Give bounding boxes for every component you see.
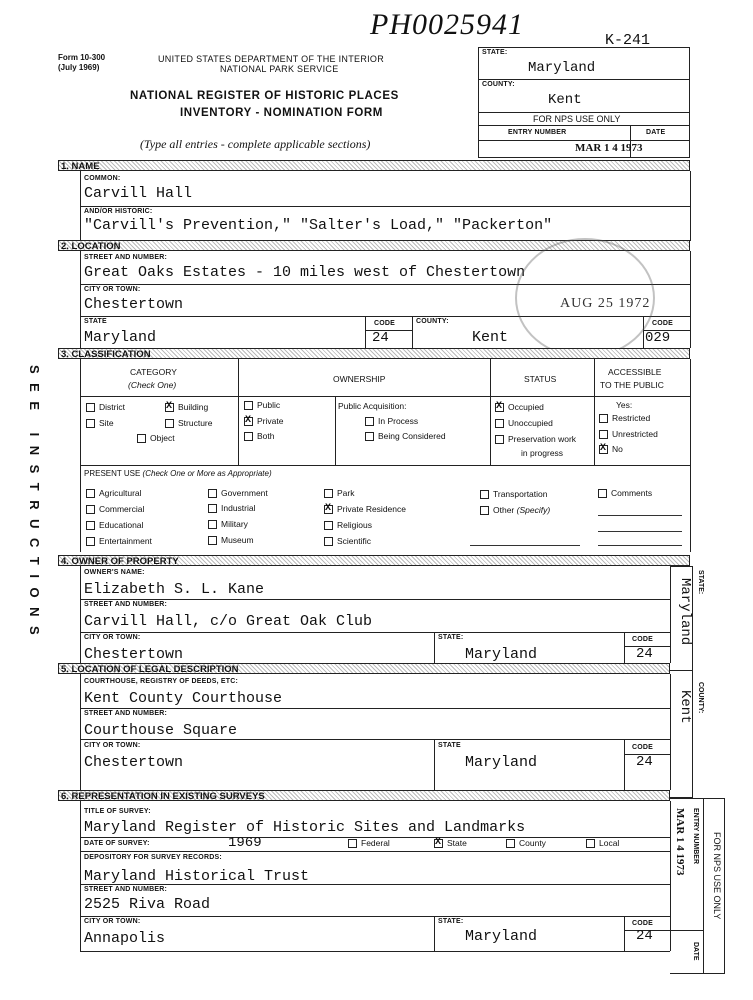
see-instructions-side-text: SEE INSTRUCTIONS xyxy=(27,365,42,645)
cb-museum[interactable]: Museum xyxy=(208,535,254,545)
section-6-heading: 6. REPRESENTATION IN EXISTING SURVEYS xyxy=(61,791,265,802)
s5-state-label: STATE xyxy=(438,742,461,749)
cb-government[interactable]: Government xyxy=(208,488,268,498)
s6-state-label: STATE: xyxy=(438,918,464,925)
s2-street: Great Oaks Estates - 10 miles west of Chestertown xyxy=(84,264,526,281)
s2-city-label: CITY OR TOWN: xyxy=(84,286,141,293)
s1-common-label: COMMON: xyxy=(84,175,121,182)
s4-city: Chestertown xyxy=(84,646,184,663)
cb-building[interactable]: X Building xyxy=(165,402,208,412)
s4-code-label: CODE xyxy=(632,636,654,643)
section-3-bar xyxy=(58,348,690,359)
s6-city: Annapolis xyxy=(84,930,166,947)
cb-entertainment[interactable]: Entertainment xyxy=(86,536,152,546)
s2-state-label: STATE xyxy=(84,318,107,325)
cb-both[interactable]: Both xyxy=(244,431,275,441)
cb-park[interactable]: Park xyxy=(324,488,354,498)
s3-access-heading-1: ACCESSIBLE xyxy=(608,367,662,377)
section-3-heading: 3. CLASSIFICATION xyxy=(61,349,151,360)
header-county-label: COUNTY: xyxy=(482,81,515,88)
cb-being-considered[interactable]: Being Considered xyxy=(365,431,446,441)
s5-courthouse-label: COURTHOUSE, REGISTRY OF DEEDS, ETC: xyxy=(84,678,239,685)
stamp-date: AUG 25 1972 xyxy=(560,296,651,311)
form-title-2: INVENTORY - NOMINATION FORM xyxy=(180,107,383,119)
header-nps-label: FOR NPS USE ONLY xyxy=(533,114,621,124)
s2-county-code: 029 xyxy=(645,330,671,346)
handwritten-id: PH0025941 xyxy=(370,8,524,41)
s1-common: Carvill Hall xyxy=(84,185,193,202)
s3-category-heading: CATEGORY xyxy=(130,367,177,377)
service: NATIONAL PARK SERVICE xyxy=(220,64,339,74)
s5-state: Maryland xyxy=(465,754,538,771)
s2-county: Kent xyxy=(472,329,509,346)
cb-occupied[interactable]: XOccupied xyxy=(495,402,544,412)
s1-historic: "Carvill's Prevention," "Salter's Load," "Packerton" xyxy=(84,217,553,234)
side-entry-stamp: MAR 1 4 1973 xyxy=(674,808,686,876)
cb-unoccupied[interactable]: Unoccupied xyxy=(495,418,553,428)
cb-in-process[interactable]: In Process xyxy=(365,416,418,426)
header-county-value: Kent xyxy=(548,92,582,108)
s6-street: 2525 Riva Road xyxy=(84,896,211,913)
cb-religious[interactable]: Religious xyxy=(324,520,372,530)
section-2-heading: 2. LOCATION xyxy=(61,241,121,252)
k-number: K-241 xyxy=(605,32,651,49)
s4-state: Maryland xyxy=(465,646,538,663)
s6-depository: Maryland Historical Trust xyxy=(84,868,310,885)
s5-courthouse: Kent County Courthouse xyxy=(84,690,283,707)
cb-commercial[interactable]: Commercial xyxy=(86,504,144,514)
form-number: Form 10-300 xyxy=(58,53,106,62)
s2-code: 24 xyxy=(372,330,389,346)
header-state-label: STATE: xyxy=(482,49,508,56)
s3-present-use-label: PRESENT USE (Check One or More as Appropriate) xyxy=(84,469,272,478)
s4-street-label: STREET AND NUMBER: xyxy=(84,601,168,608)
s3-acquisition-label: Public Acquisition: xyxy=(338,401,407,411)
s1-historic-label: AND/OR HISTORIC: xyxy=(84,208,153,215)
side-county-value: Kent xyxy=(677,690,693,724)
header-date-label: DATE xyxy=(646,129,666,136)
s4-city-label: CITY OR TOWN: xyxy=(84,634,141,641)
s5-street-label: STREET AND NUMBER: xyxy=(84,710,168,717)
cb-agricultural[interactable]: Agricultural xyxy=(86,488,142,498)
s6-date: 1969 xyxy=(228,835,262,851)
header-entry-stamp: MAR 1 4 1973 xyxy=(575,142,643,154)
s4-code: 24 xyxy=(636,646,653,662)
s4-owner: Elizabeth S. L. Kane xyxy=(84,581,265,598)
form-instructions: (Type all entries - complete applicable sections) xyxy=(140,137,371,151)
cb-local[interactable]: Local xyxy=(586,838,619,848)
cb-educational[interactable]: Educational xyxy=(86,520,143,530)
s6-depository-label: DEPOSITORY FOR SURVEY RECORDS: xyxy=(84,854,222,861)
cb-transportation[interactable]: Transportation xyxy=(480,489,548,499)
cb-no[interactable]: XNo xyxy=(599,444,623,454)
s2-county-label: COUNTY: xyxy=(416,318,449,325)
cb-military[interactable]: Military xyxy=(208,519,248,529)
side-entry-label: ENTRY NUMBER xyxy=(692,808,699,865)
side-county-label: COUNTY: xyxy=(697,682,704,714)
section-1-bar xyxy=(58,160,690,171)
s6-city-label: CITY OR TOWN: xyxy=(84,918,141,925)
s3-category-sub: (Check One) xyxy=(128,380,177,390)
section-5-bar xyxy=(58,663,670,674)
cb-comments[interactable]: Comments xyxy=(598,488,652,498)
cb-scientific[interactable]: Scientific xyxy=(324,536,371,546)
s6-code-label: CODE xyxy=(632,920,654,927)
s3-access-heading-2: TO THE PUBLIC xyxy=(600,380,664,390)
section-6-bar xyxy=(58,790,670,801)
form-date: (July 1969) xyxy=(58,63,100,72)
department: UNITED STATES DEPARTMENT OF THE INTERIOR xyxy=(158,54,385,64)
cb-structure[interactable]: Structure xyxy=(165,418,213,428)
cb-preservation[interactable]: Preservation work xyxy=(495,434,576,444)
s5-city-label: CITY OR TOWN: xyxy=(84,742,141,749)
cb-other[interactable]: Other (Specify) xyxy=(480,505,550,515)
s5-code-label: CODE xyxy=(632,744,654,751)
cb-object[interactable]: Object xyxy=(137,433,175,443)
cb-restricted[interactable]: Restricted xyxy=(599,413,650,423)
s6-date-label: DATE OF SURVEY: xyxy=(84,840,150,847)
s4-state-label: STATE: xyxy=(438,634,464,641)
section-5-heading: 5. LOCATION OF LEGAL DESCRIPTION xyxy=(61,664,239,675)
cb-district[interactable]: District xyxy=(86,402,125,412)
section-4-heading: 4. OWNER OF PROPERTY xyxy=(61,556,179,567)
header-entry-label: ENTRY NUMBER xyxy=(508,129,567,136)
s6-code: 24 xyxy=(636,928,653,944)
cb-industrial[interactable]: Industrial xyxy=(208,503,256,513)
s2-county-code-label: CODE xyxy=(652,320,674,327)
s2-code-label: CODE xyxy=(374,320,396,327)
s6-street-label: STREET AND NUMBER: xyxy=(84,886,168,893)
cb-federal[interactable]: Federal xyxy=(348,838,390,848)
section-4-bar xyxy=(58,555,690,566)
s6-state: Maryland xyxy=(465,928,538,945)
s2-street-label: STREET AND NUMBER: xyxy=(84,254,168,261)
side-state-value: Maryland xyxy=(677,578,693,646)
s3-yes-label: Yes: xyxy=(616,400,633,410)
s3-in-progress: in progress xyxy=(521,448,564,458)
cb-site[interactable]: Site xyxy=(86,418,114,428)
header-state-value: Maryland xyxy=(528,60,596,76)
s6-title-label: TITLE OF SURVEY: xyxy=(84,808,151,815)
cb-public[interactable]: Public xyxy=(244,400,280,410)
s5-code: 24 xyxy=(636,754,653,770)
cb-unrestricted[interactable]: Unrestricted xyxy=(599,429,658,439)
s3-ownership-heading: OWNERSHIP xyxy=(333,374,386,384)
form-title-1: NATIONAL REGISTER OF HISTORIC PLACES xyxy=(130,90,399,102)
cb-private[interactable]: XPrivate xyxy=(244,416,283,426)
cb-county[interactable]: County xyxy=(506,838,546,848)
s4-street: Carvill Hall, c/o Great Oak Club xyxy=(84,613,373,630)
s5-street: Courthouse Square xyxy=(84,722,238,739)
s2-state: Maryland xyxy=(84,329,157,346)
section-1-heading: 1. NAME xyxy=(61,161,100,172)
s4-owner-label: OWNER'S NAME: xyxy=(84,569,145,576)
s6-title: Maryland Register of Historic Sites and Landmarks xyxy=(84,819,526,836)
side-date-label: DATE xyxy=(692,942,699,961)
side-state-label: STATE: xyxy=(697,570,704,595)
side-nps-label: FOR NPS USE ONLY xyxy=(712,832,722,920)
cb-private-residence[interactable]: XPrivate Residence xyxy=(324,504,406,514)
s3-status-heading: STATUS xyxy=(524,374,557,384)
cb-state[interactable]: X State xyxy=(434,838,467,848)
s5-city: Chestertown xyxy=(84,754,184,771)
s2-city: Chestertown xyxy=(84,296,184,313)
